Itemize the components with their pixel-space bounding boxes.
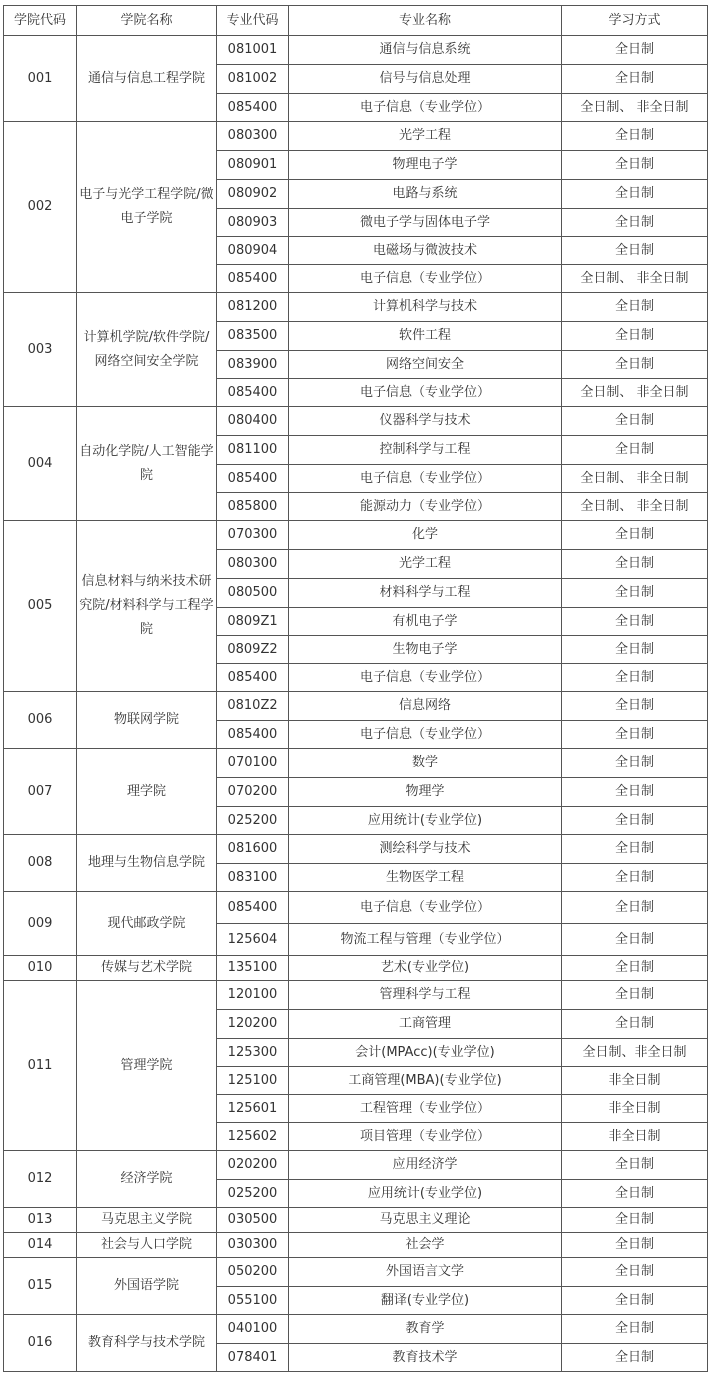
major-name: 工商管理 xyxy=(289,1010,562,1039)
study-mode: 全日制 xyxy=(562,864,708,892)
major-name: 仪器科学与技术 xyxy=(289,407,562,436)
major-code: 085400 xyxy=(217,892,289,924)
major-name: 工程管理（专业学位） xyxy=(289,1095,562,1123)
study-mode: 全日制 xyxy=(562,579,708,608)
school-code: 005 xyxy=(4,521,77,692)
major-name: 电路与系统 xyxy=(289,180,562,209)
major-code: 050200 xyxy=(217,1258,289,1287)
major-code: 085400 xyxy=(217,721,289,749)
study-mode: 全日制 xyxy=(562,664,708,692)
major-code: 125604 xyxy=(217,924,289,956)
study-mode: 全日制 xyxy=(562,436,708,465)
major-code: 120100 xyxy=(217,981,289,1010)
study-mode: 全日制 xyxy=(562,778,708,807)
school-name: 外国语学院 xyxy=(77,1258,217,1315)
school-name: 电子与光学工程学院/微电子学院 xyxy=(77,122,217,293)
study-mode: 全日制 xyxy=(562,924,708,956)
school-code: 014 xyxy=(4,1233,77,1258)
major-code: 070300 xyxy=(217,521,289,550)
major-name: 计算机科学与技术 xyxy=(289,293,562,322)
major-name: 控制科学与工程 xyxy=(289,436,562,465)
study-mode: 全日制 xyxy=(562,122,708,151)
school-name: 社会与人口学院 xyxy=(77,1233,217,1258)
major-code: 081200 xyxy=(217,293,289,322)
school-code: 007 xyxy=(4,749,77,835)
major-code: 080300 xyxy=(217,550,289,579)
major-name: 网络空间安全 xyxy=(289,351,562,379)
major-code: 080500 xyxy=(217,579,289,608)
major-name: 信号与信息处理 xyxy=(289,65,562,94)
study-mode: 全日制 xyxy=(562,521,708,550)
study-mode: 全日制 xyxy=(562,1344,708,1372)
table-row xyxy=(4,749,708,778)
study-mode: 全日制 xyxy=(562,1208,708,1233)
school-name: 通信与信息工程学院 xyxy=(77,36,217,122)
major-code: 085400 xyxy=(217,265,289,293)
study-mode: 全日制 xyxy=(562,1151,708,1180)
major-code: 120200 xyxy=(217,1010,289,1039)
major-name: 有机电子学 xyxy=(289,608,562,636)
major-code: 125602 xyxy=(217,1123,289,1151)
major-code: 030300 xyxy=(217,1233,289,1258)
school-name: 管理学院 xyxy=(77,981,217,1151)
table-body xyxy=(4,36,708,1372)
school-name: 信息材料与纳米技术研究院/材料科学与工程学院 xyxy=(77,521,217,692)
major-name: 教育学 xyxy=(289,1315,562,1344)
major-code: 125300 xyxy=(217,1039,289,1067)
study-mode: 全日制 xyxy=(562,1287,708,1315)
study-mode: 全日制 xyxy=(562,608,708,636)
major-name: 材料科学与工程 xyxy=(289,579,562,608)
table-header xyxy=(4,6,708,36)
major-code: 080902 xyxy=(217,180,289,209)
table-row xyxy=(4,835,708,864)
program-table xyxy=(3,5,708,1372)
major-code: 081100 xyxy=(217,436,289,465)
major-code: 020200 xyxy=(217,1151,289,1180)
major-code: 125601 xyxy=(217,1095,289,1123)
school-code: 012 xyxy=(4,1151,77,1208)
study-mode: 非全日制 xyxy=(562,1095,708,1123)
school-name: 自动化学院/人工智能学院 xyxy=(77,407,217,521)
study-mode: 全日制 xyxy=(562,1233,708,1258)
major-code: 055100 xyxy=(217,1287,289,1315)
major-code: 085400 xyxy=(217,94,289,122)
study-mode: 全日制 xyxy=(562,692,708,721)
school-code: 004 xyxy=(4,407,77,521)
table-row xyxy=(4,36,708,65)
major-code: 085400 xyxy=(217,379,289,407)
major-name: 生物电子学 xyxy=(289,636,562,664)
major-name: 应用统计(专业学位) xyxy=(289,807,562,835)
study-mode: 全日制 xyxy=(562,807,708,835)
major-code: 083100 xyxy=(217,864,289,892)
major-code: 0810Z2 xyxy=(217,692,289,721)
study-mode: 全日制 xyxy=(562,65,708,94)
major-code: 081002 xyxy=(217,65,289,94)
major-code: 080400 xyxy=(217,407,289,436)
table-row xyxy=(4,692,708,721)
study-mode: 全日制、 非全日制 xyxy=(562,493,708,521)
study-mode: 全日制 xyxy=(562,835,708,864)
table-row xyxy=(4,1315,708,1344)
table-row xyxy=(4,1233,708,1258)
school-name: 物联网学院 xyxy=(77,692,217,749)
major-name: 光学工程 xyxy=(289,550,562,579)
major-name: 物理电子学 xyxy=(289,151,562,180)
study-mode: 全日制 xyxy=(562,981,708,1010)
study-mode: 全日制 xyxy=(562,1010,708,1039)
major-name: 测绘科学与技术 xyxy=(289,835,562,864)
study-mode: 全日制 xyxy=(562,237,708,265)
header-school-code: 学院代码 xyxy=(4,6,77,36)
major-name: 电子信息（专业学位） xyxy=(289,892,562,924)
major-name: 微电子学与固体电子学 xyxy=(289,209,562,237)
study-mode: 全日制、 非全日制 xyxy=(562,94,708,122)
study-mode: 全日制 xyxy=(562,892,708,924)
table-row xyxy=(4,293,708,322)
school-name: 教育科学与技术学院 xyxy=(77,1315,217,1372)
major-name: 社会学 xyxy=(289,1233,562,1258)
major-code: 081600 xyxy=(217,835,289,864)
school-code: 001 xyxy=(4,36,77,122)
major-code: 083900 xyxy=(217,351,289,379)
major-name: 化学 xyxy=(289,521,562,550)
study-mode: 全日制 xyxy=(562,180,708,209)
school-code: 010 xyxy=(4,956,77,981)
major-name: 软件工程 xyxy=(289,322,562,351)
study-mode: 全日制、 非全日制 xyxy=(562,265,708,293)
major-name: 电子信息（专业学位） xyxy=(289,94,562,122)
major-name: 外国语言文学 xyxy=(289,1258,562,1287)
study-mode: 全日制 xyxy=(562,956,708,981)
major-name: 会计(MPAcc)(专业学位) xyxy=(289,1039,562,1067)
major-code: 0809Z2 xyxy=(217,636,289,664)
school-code: 003 xyxy=(4,293,77,407)
school-name: 理学院 xyxy=(77,749,217,835)
major-code: 083500 xyxy=(217,322,289,351)
major-name: 翻译(专业学位) xyxy=(289,1287,562,1315)
study-mode: 全日制 xyxy=(562,749,708,778)
major-name: 工商管理(MBA)(专业学位) xyxy=(289,1067,562,1095)
study-mode: 全日制 xyxy=(562,209,708,237)
major-code: 081001 xyxy=(217,36,289,65)
major-name: 艺术(专业学位) xyxy=(289,956,562,981)
study-mode: 全日制 xyxy=(562,721,708,749)
study-mode: 全日制 xyxy=(562,407,708,436)
major-code: 040100 xyxy=(217,1315,289,1344)
study-mode: 全日制 xyxy=(562,550,708,579)
major-code: 0809Z1 xyxy=(217,608,289,636)
study-mode: 全日制 xyxy=(562,636,708,664)
table-row xyxy=(4,981,708,1010)
major-name: 应用统计(专业学位) xyxy=(289,1180,562,1208)
study-mode: 全日制 xyxy=(562,322,708,351)
major-name: 物流工程与管理（专业学位） xyxy=(289,924,562,956)
school-code: 002 xyxy=(4,122,77,293)
school-code: 006 xyxy=(4,692,77,749)
major-code: 135100 xyxy=(217,956,289,981)
major-name: 电子信息（专业学位） xyxy=(289,465,562,493)
study-mode: 全日制 xyxy=(562,1315,708,1344)
major-code: 025200 xyxy=(217,807,289,835)
major-code: 070200 xyxy=(217,778,289,807)
school-name: 马克思主义学院 xyxy=(77,1208,217,1233)
header-study-mode: 学习方式 xyxy=(562,6,708,36)
school-code: 011 xyxy=(4,981,77,1151)
major-code: 085400 xyxy=(217,465,289,493)
major-name: 能源动力（专业学位） xyxy=(289,493,562,521)
major-code: 080904 xyxy=(217,237,289,265)
major-code: 080300 xyxy=(217,122,289,151)
study-mode: 非全日制 xyxy=(562,1123,708,1151)
major-code: 078401 xyxy=(217,1344,289,1372)
major-code: 025200 xyxy=(217,1180,289,1208)
school-name: 传媒与艺术学院 xyxy=(77,956,217,981)
table-row xyxy=(4,1258,708,1287)
header-row xyxy=(4,6,708,36)
study-mode: 全日制 xyxy=(562,351,708,379)
major-name: 马克思主义理论 xyxy=(289,1208,562,1233)
study-mode: 全日制、 非全日制 xyxy=(562,379,708,407)
study-mode: 全日制 xyxy=(562,151,708,180)
study-mode: 全日制、 非全日制 xyxy=(562,465,708,493)
major-name: 信息网络 xyxy=(289,692,562,721)
major-code: 080901 xyxy=(217,151,289,180)
school-name: 经济学院 xyxy=(77,1151,217,1208)
major-name: 管理科学与工程 xyxy=(289,981,562,1010)
table-row xyxy=(4,1208,708,1233)
major-code: 080903 xyxy=(217,209,289,237)
header-school-name: 学院名称 xyxy=(77,6,217,36)
table-row xyxy=(4,1151,708,1180)
school-name: 地理与生物信息学院 xyxy=(77,835,217,892)
header-major-code: 专业代码 xyxy=(217,6,289,36)
major-name: 电子信息（专业学位） xyxy=(289,379,562,407)
major-name: 光学工程 xyxy=(289,122,562,151)
school-code: 016 xyxy=(4,1315,77,1372)
major-name: 应用经济学 xyxy=(289,1151,562,1180)
school-code: 013 xyxy=(4,1208,77,1233)
major-name: 电磁场与微波技术 xyxy=(289,237,562,265)
header-major-name: 专业名称 xyxy=(289,6,562,36)
table-row xyxy=(4,407,708,436)
major-name: 电子信息（专业学位） xyxy=(289,265,562,293)
major-name: 通信与信息系统 xyxy=(289,36,562,65)
table-row xyxy=(4,956,708,981)
major-name: 电子信息（专业学位） xyxy=(289,721,562,749)
school-name: 现代邮政学院 xyxy=(77,892,217,956)
major-name: 物理学 xyxy=(289,778,562,807)
major-name: 数学 xyxy=(289,749,562,778)
school-code: 009 xyxy=(4,892,77,956)
major-code: 085800 xyxy=(217,493,289,521)
major-name: 生物医学工程 xyxy=(289,864,562,892)
table-row xyxy=(4,122,708,151)
study-mode: 全日制、非全日制 xyxy=(562,1039,708,1067)
school-code: 008 xyxy=(4,835,77,892)
school-name: 计算机学院/软件学院/网络空间安全学院 xyxy=(77,293,217,407)
major-name: 电子信息（专业学位） xyxy=(289,664,562,692)
study-mode: 全日制 xyxy=(562,36,708,65)
study-mode: 全日制 xyxy=(562,293,708,322)
major-name: 教育技术学 xyxy=(289,1344,562,1372)
table-row xyxy=(4,521,708,550)
table-row xyxy=(4,892,708,924)
major-name: 项目管理（专业学位） xyxy=(289,1123,562,1151)
school-code: 015 xyxy=(4,1258,77,1315)
study-mode: 全日制 xyxy=(562,1258,708,1287)
major-code: 070100 xyxy=(217,749,289,778)
major-code: 030500 xyxy=(217,1208,289,1233)
major-code: 125100 xyxy=(217,1067,289,1095)
major-code: 085400 xyxy=(217,664,289,692)
study-mode: 非全日制 xyxy=(562,1067,708,1095)
study-mode: 全日制 xyxy=(562,1180,708,1208)
